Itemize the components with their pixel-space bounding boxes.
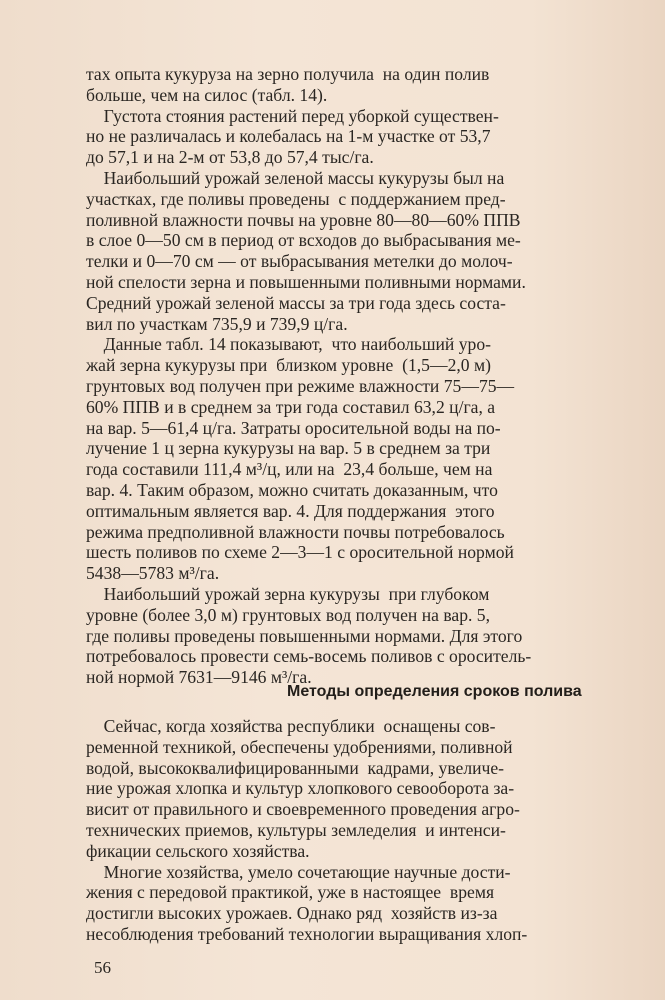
text-line: Сейчас, когда хозяйства республики оснащены сов-: [86, 716, 496, 736]
text-line: года составили 111,4 м³/ц, или на 23,4 больше, чем на: [86, 459, 493, 480]
text-line: висит от правильного и своевременного проведения агро-: [86, 799, 520, 820]
text-line: потребовалось провести семь-восемь поливов с ороситель-: [86, 646, 532, 667]
text-line: где поливы проведены повышенными нормами. Для этого: [86, 625, 523, 646]
text-line: достигли высоких урожаев. Однако ряд хозяйств из-за: [86, 903, 498, 924]
text-line: грунтовых вод получен при режиме влажности 75—75—: [86, 375, 515, 396]
text-line: Средний урожай зеленой массы за три года здесь соста-: [86, 292, 506, 313]
text-line: лучение 1 ц зерна кукурузы на вар. 5 в среднем за три: [86, 438, 491, 459]
text-line: шесть поливов по схеме 2—3—1 с оросительной нормой: [86, 542, 514, 563]
text-line: технических приемов, культуры земледелия и интенси-: [86, 819, 506, 840]
text-line: ной спелости зерна и повышенными поливными нормами.: [86, 271, 526, 292]
text-line: Наибольший урожай зеленой массы кукурузы был на: [86, 167, 505, 188]
text-line: поливной влажности почвы на уровне 80—80—60% ППВ: [86, 209, 521, 230]
text-line: на вар. 5—61,4 ц/га. Затраты оросительной воды на по-: [86, 417, 501, 438]
text-line: до 57,1 и на 2-м от 53,8 до 57,4 тыс/га.: [86, 147, 374, 168]
section-heading: Методы определения сроков полива: [287, 683, 582, 700]
text-line: Наибольший урожай зерна кукурузы при глубоком: [86, 583, 490, 604]
text-line: режима предполивной влажности почвы потребовалось: [86, 521, 505, 542]
text-line: ременной техникой, обеспечены удобрениями, поливной: [86, 736, 513, 757]
text-line: больше, чем на силос (табл. 14).: [86, 84, 328, 105]
text-line: фикации сельского хозяйства.: [86, 840, 310, 861]
text-line: ной нормой 7631—9146 м³/га.: [86, 667, 312, 688]
text-line: вар. 4. Таким образом, можно считать доказанным, что: [86, 479, 498, 500]
text-line: Многие хозяйства, умело сочетающие научные дости-: [86, 861, 511, 882]
text-line: участках, где поливы проведены с поддержанием пред-: [86, 188, 506, 209]
text-line: Густота стояния растений перед уборкой существен-: [86, 105, 499, 126]
text-line: жай зерна кукурузы при близком уровне (1,5—2,0 м): [86, 355, 491, 376]
text-line: в слое 0—50 см в период от всходов до выбрасывания ме-: [86, 230, 521, 251]
body-text-upper: [86, 64, 626, 688]
text-line: ние урожая хлопка и культур хлопкового севооборота за-: [86, 778, 515, 799]
text-line: но не различалась и колебалась на 1-м участке от 53,7: [86, 126, 491, 147]
text-line: водой, высококвалифицированными кадрами, увеличе-: [86, 757, 505, 778]
text-line: уровне (более 3,0 м) грунтовых вод получен на вар. 5,: [86, 604, 490, 625]
text-line: вил по участкам 735,9 и 739,9 ц/га.: [86, 313, 348, 334]
text-line: тах опыта кукуруза на зерно получила на один полив: [86, 64, 490, 84]
text-line: 5438—5783 м³/га.: [86, 563, 220, 584]
body-text-lower: [86, 716, 626, 945]
text-line: телки и 0—70 см — от выбрасывания метелки до молоч-: [86, 251, 513, 272]
text-line: оптимальным является вар. 4. Для поддержания этого: [86, 500, 495, 521]
text-line: жения с передовой практикой, уже в настоящее время: [86, 882, 495, 903]
page-number: 56: [94, 958, 111, 977]
text-line: несоблюдения требований технологии выращивания хлоп-: [86, 923, 528, 944]
text-line: 60% ППВ и в среднем за три года составил 63,2 ц/га, а: [86, 396, 496, 417]
text-line: Данные табл. 14 показывают, что наибольший уро-: [86, 334, 491, 355]
